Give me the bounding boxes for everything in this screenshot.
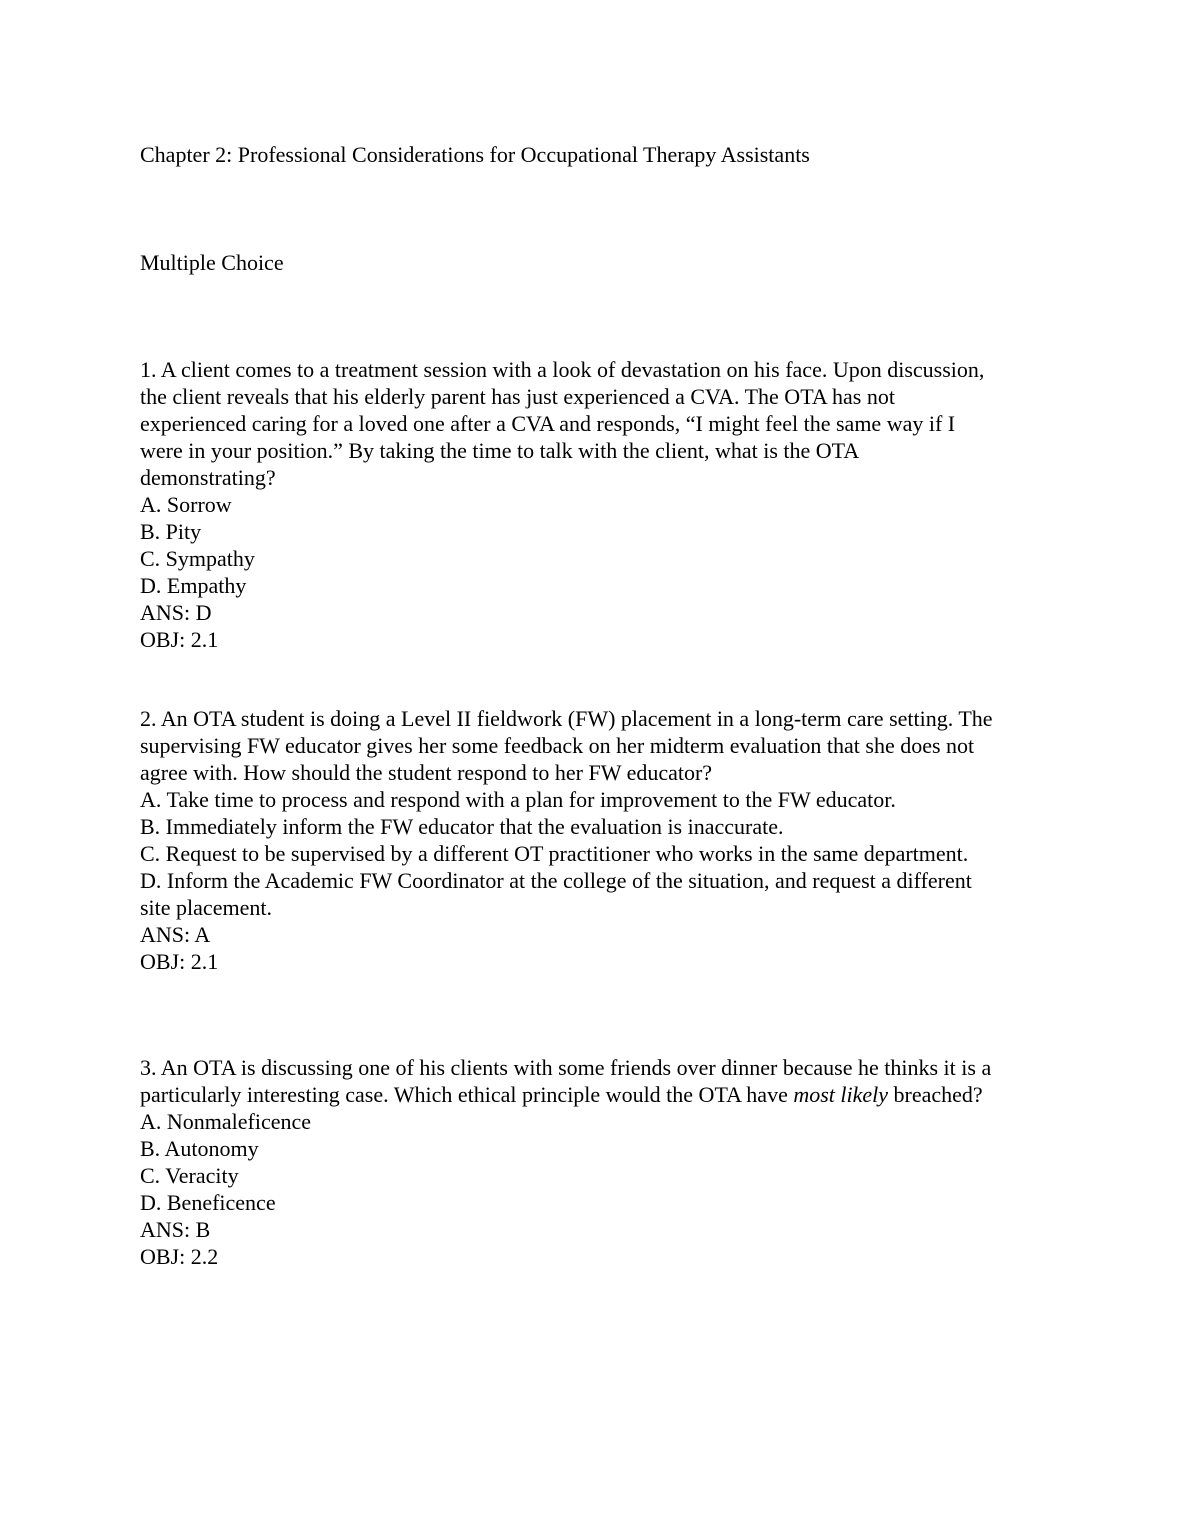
question-stem-line: agree with. How should the student respond to her FW educator? xyxy=(140,760,713,785)
answer-key: ANS: A xyxy=(140,922,211,947)
answer-option: B. Immediately inform the FW educator that the evaluation is inaccurate. xyxy=(140,814,784,839)
objective-ref: OBJ: 2.1 xyxy=(140,949,219,974)
answer-option: C. Veracity xyxy=(140,1163,239,1188)
answer-option: C. Sympathy xyxy=(140,546,255,571)
question-stem-line: 2. An OTA student is doing a Level II fieldwork (FW) placement in a long-term care setting. The xyxy=(140,706,993,731)
question-stem-line: supervising FW educator gives her some feedback on her midterm evaluation that she does not xyxy=(140,733,975,758)
question-3 xyxy=(140,1054,1060,1270)
answer-option: A. Take time to process and respond with a plan for improvement to the FW educator. xyxy=(140,787,896,812)
chapter-title: Chapter 2: Professional Considerations for Occupational Therapy Assistants xyxy=(140,142,810,167)
answer-key: ANS: D xyxy=(140,600,212,625)
stem-text: breached? xyxy=(888,1082,983,1107)
answer-option: B. Autonomy xyxy=(140,1136,259,1161)
answer-option: A. Nonmaleficence xyxy=(140,1109,312,1134)
answer-option: D. Beneficence xyxy=(140,1190,276,1215)
question-stem-line: 3. An OTA is discussing one of his clients with some friends over dinner because he thinks it is a xyxy=(140,1055,992,1080)
answer-option: A. Sorrow xyxy=(140,492,232,517)
answer-option: B. Pity xyxy=(140,519,202,544)
answer-option: D. Empathy xyxy=(140,573,247,598)
stem-text: particularly interesting case. Which ethical principle would the OTA have xyxy=(140,1082,794,1107)
question-stem-line: were in your position.” By taking the time to talk with the client, what is the OTA xyxy=(140,438,860,463)
question-stem-line: experienced caring for a loved one after a CVA and responds, “I might feel the same way if I xyxy=(140,411,956,436)
answer-option: C. Request to be supervised by a different OT practitioner who works in the same department. xyxy=(140,841,969,866)
question-stem-line: the client reveals that his elderly parent has just experienced a CVA. The OTA has not xyxy=(140,384,895,409)
question-2 xyxy=(140,705,1060,975)
question-1 xyxy=(140,356,1060,653)
question-stem-line: demonstrating? xyxy=(140,465,276,490)
objective-ref: OBJ: 2.1 xyxy=(140,627,219,652)
answer-key: ANS: B xyxy=(140,1217,211,1242)
objective-ref: OBJ: 2.2 xyxy=(140,1244,219,1269)
question-stem-line xyxy=(140,1081,1060,1108)
question-stem-line: 1. A client comes to a treatment session with a look of devastation on his face. Upon discussion, xyxy=(140,357,985,382)
section-heading: Multiple Choice xyxy=(140,250,284,275)
emphasis-text: most likely xyxy=(793,1082,889,1107)
answer-option: D. Inform the Academic FW Coordinator at the college of the situation, and request a different xyxy=(140,868,972,893)
answer-option-continued: site placement. xyxy=(140,895,272,920)
